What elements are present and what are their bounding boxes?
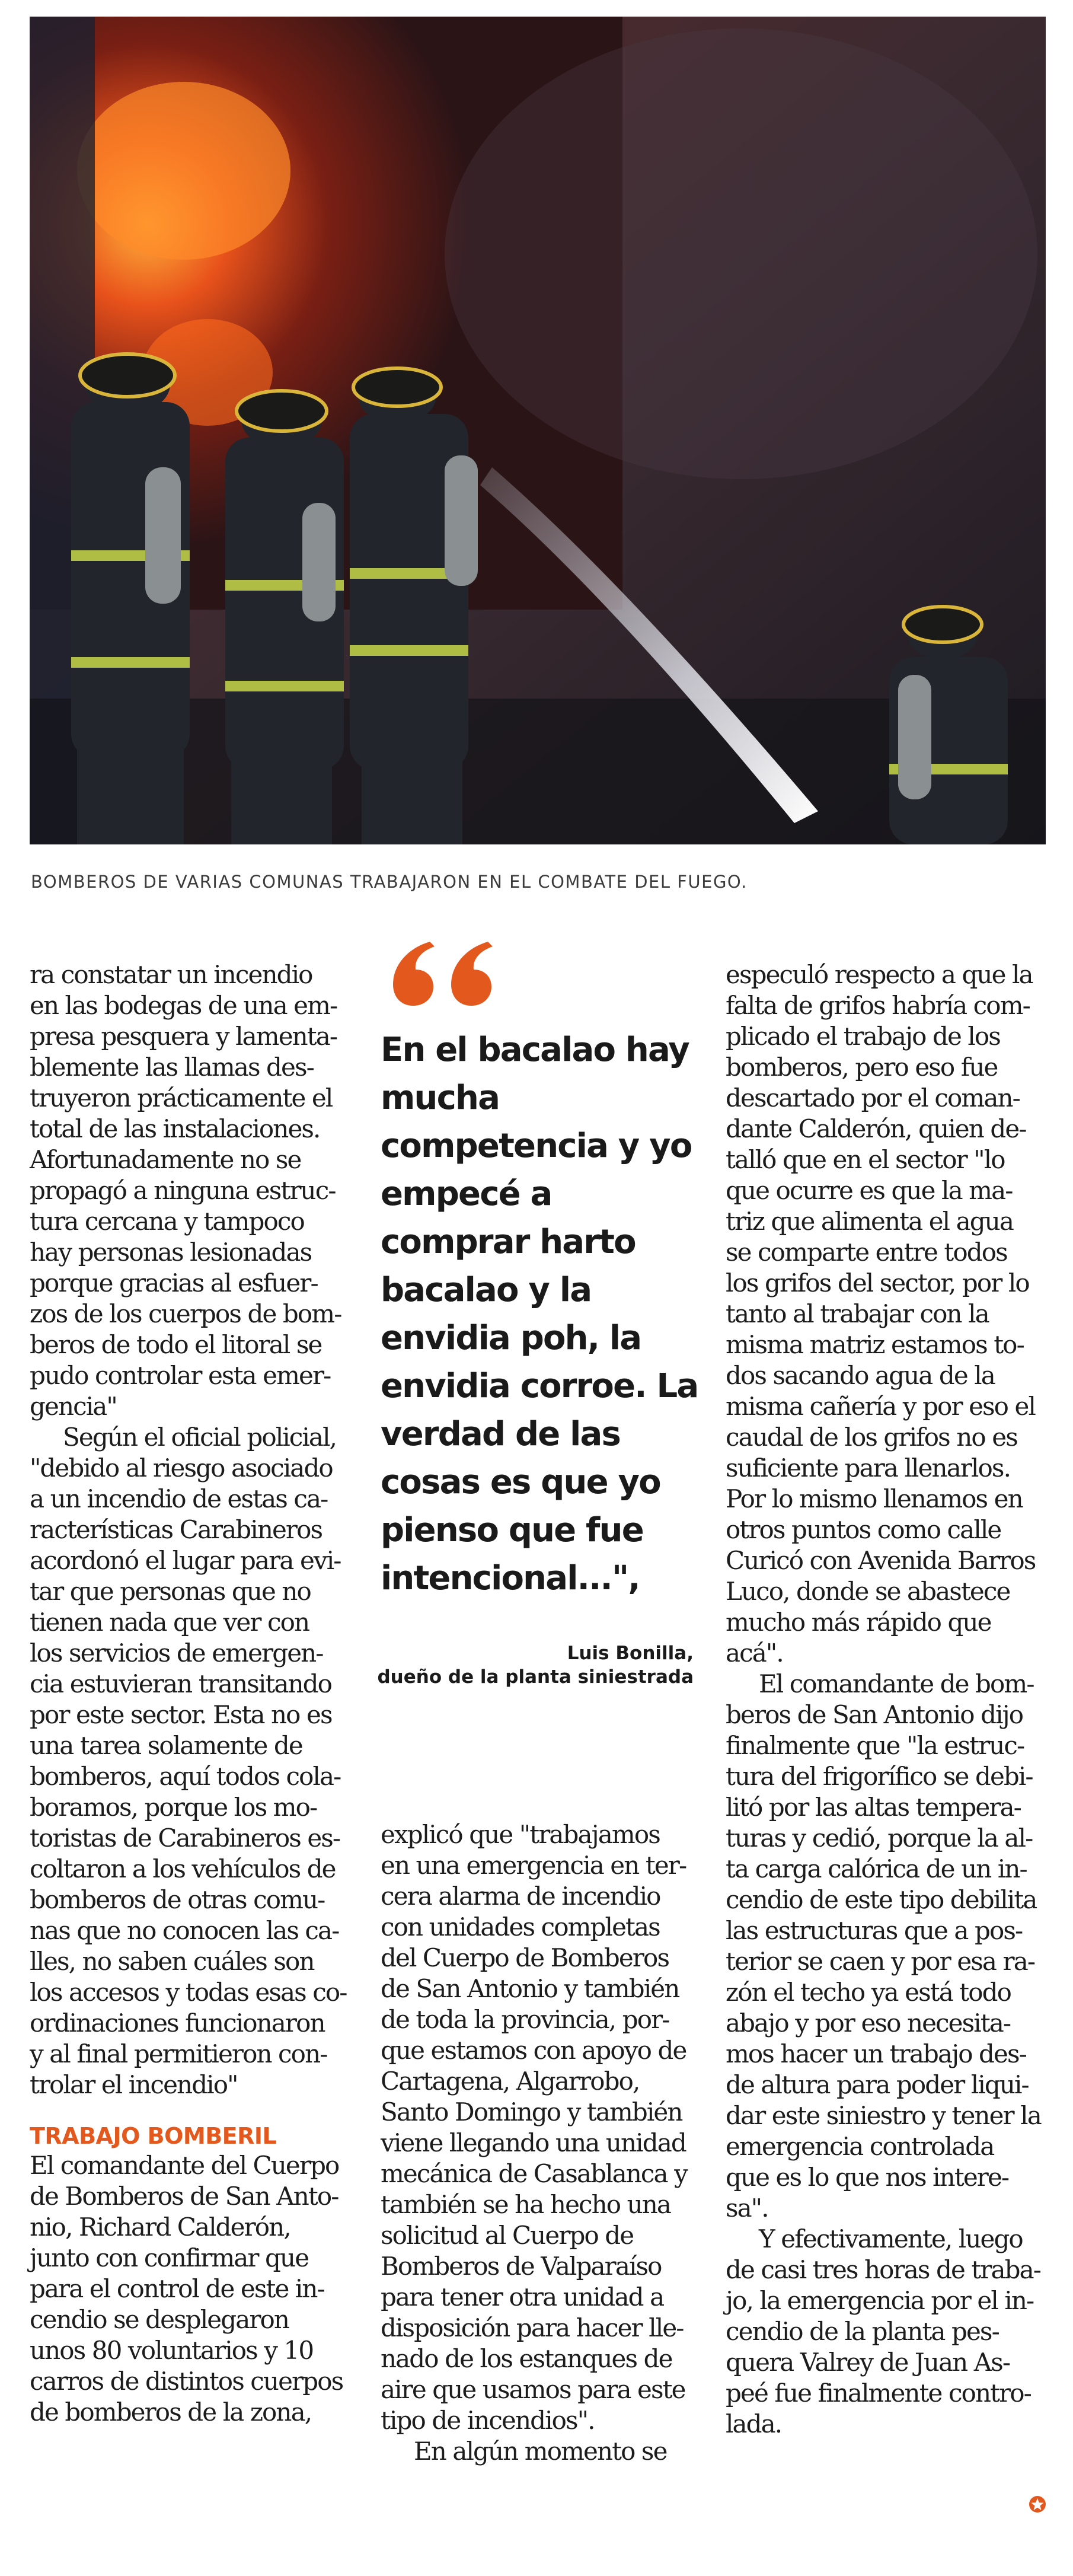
paragraph: ra constatar un incendio en las bodegas de una em- presa pesquera y lamenta- blemente las llamas des- truyeron prácticamente el total de las instalaciones. Afortunadamente no se propagó a ninguna estruc- tura cercana y tampoco hay personas lesionadas porque gracias al esfuer- zos de los cuerpos de bom- beros de todo el litoral se pudo controlar esta emer- gencia" bbox=[30, 960, 341, 1421]
section-subhead: TRABAJO BOMBERIL bbox=[30, 2123, 277, 2149]
paragraph: El comandante del Cuerpo de Bomberos de San Anto- nio, Richard Calderón, junto con confirmar que para el control de este in- cendio se desplegaron unos 80 voluntarios y 10 carros de distintos cuerpos de bomberos de la zona, bbox=[30, 2151, 343, 2427]
quote-mark-icon bbox=[388, 937, 501, 1008]
article-column-2 bbox=[381, 1819, 701, 2467]
paragraph: Y efectivamente, luego de casi tres horas de traba- jo, la emergencia por el in- cendio de la planta pes- quera Valrey de Juan As- peé fue finalmente contro- lada. bbox=[726, 2224, 1041, 2438]
fire-scene-illustration bbox=[30, 17, 1046, 844]
paragraph: En algún momento se bbox=[414, 2437, 667, 2466]
paragraph: explicó que "trabajamos en una emergencia en ter- cera alarma de incendio con unidades completas del Cuerpo de Bomberos de San Antonio y también de toda la provincia, por- que estamos con apoyo de Cartagena, Algarrobo, Santo Domingo y también viene llegando una unidad mecánica de Casablanca y también se ha hecho una solicitud al Cuerpo de Bomberos de Valparaíso para tener otra unidad a disposición para hacer lle- nado de los estanques de aire que usamos para este tipo de incendios". bbox=[381, 1820, 687, 2435]
pull-quote: En el bacalao hay mucha competencia y yo empecé a comprar harto bacalao y la envidia poh, la envidia corroe. La verdad de las cosas es que yo pienso que fue intencional...", bbox=[381, 1031, 698, 1598]
article-column-1 bbox=[30, 959, 353, 2428]
attribution-name: Luis Bonilla, bbox=[567, 1643, 694, 1664]
quote-attribution bbox=[356, 1641, 694, 1689]
paragraph: El comandante de bom- beros de San Antonio dijo finalmente que "la estruc- tura del frigorífico se debi- litó por las altas tempera- turas y cedió, porque la al- ta carga calórica de un in- cendio de este tipo debilita las estructuras que a pos- terior se caen y por esa ra- zón el techo ya está todo abajo y por eso necesita- mos hacer un trabajo des- de altura para poder liqui- dar este siniestro y tener la emergencia controlada que es lo que nos intere- sa". bbox=[726, 1669, 1041, 2223]
article-column-3 bbox=[726, 959, 1049, 2440]
photo-caption: BOMBEROS DE VARIAS COMUNAS TRABAJARON EN EL COMBATE DEL FUEGO. bbox=[31, 872, 748, 892]
paragraph: Según el oficial policial, "debido al riesgo asociado a un incendio de estas ca- racterísticas Carabineros acordonó el lugar para evi- tar que personas que no tienen nada que ver con los servicios de emergen- cia estuvieran transitando por este sector. Esta no es una tarea solamente de bomberos, aquí todos cola- boramos, porque los mo- toristas de Carabineros es- coltaron a los vehículos de bomberos de otras comu- nas que no conocen las ca- lles, no saben cuáles son los accesos y todas esas co- ordinaciones funcionaron y al final permitieron con- trolar el incendio" bbox=[30, 1423, 347, 2099]
paragraph: especuló respecto a que la falta de grifos habría com- plicado el trabajo de los bomberos, pero eso fue descartado por el coman- dante Calderón, quien de- talló que en el sector "lo que ocurre es que la ma- triz que alimenta el agua se comparte entre todos los grifos del sector, por lo tanto al trabajar con la misma matriz estamos to- dos sacando agua de la misma cañería y por eso el caudal de los grifos no es suficiente para llenarlos. Por lo mismo llenamos en otros puntos como calle Curicó con Avenida Barros Luco, donde se abastece mucho más rápido que acá". bbox=[726, 960, 1036, 1668]
fire-photo bbox=[30, 17, 1046, 844]
attribution-role: dueño de la planta siniestrada bbox=[377, 1666, 694, 1688]
article-end-star-icon bbox=[1029, 2495, 1046, 2513]
